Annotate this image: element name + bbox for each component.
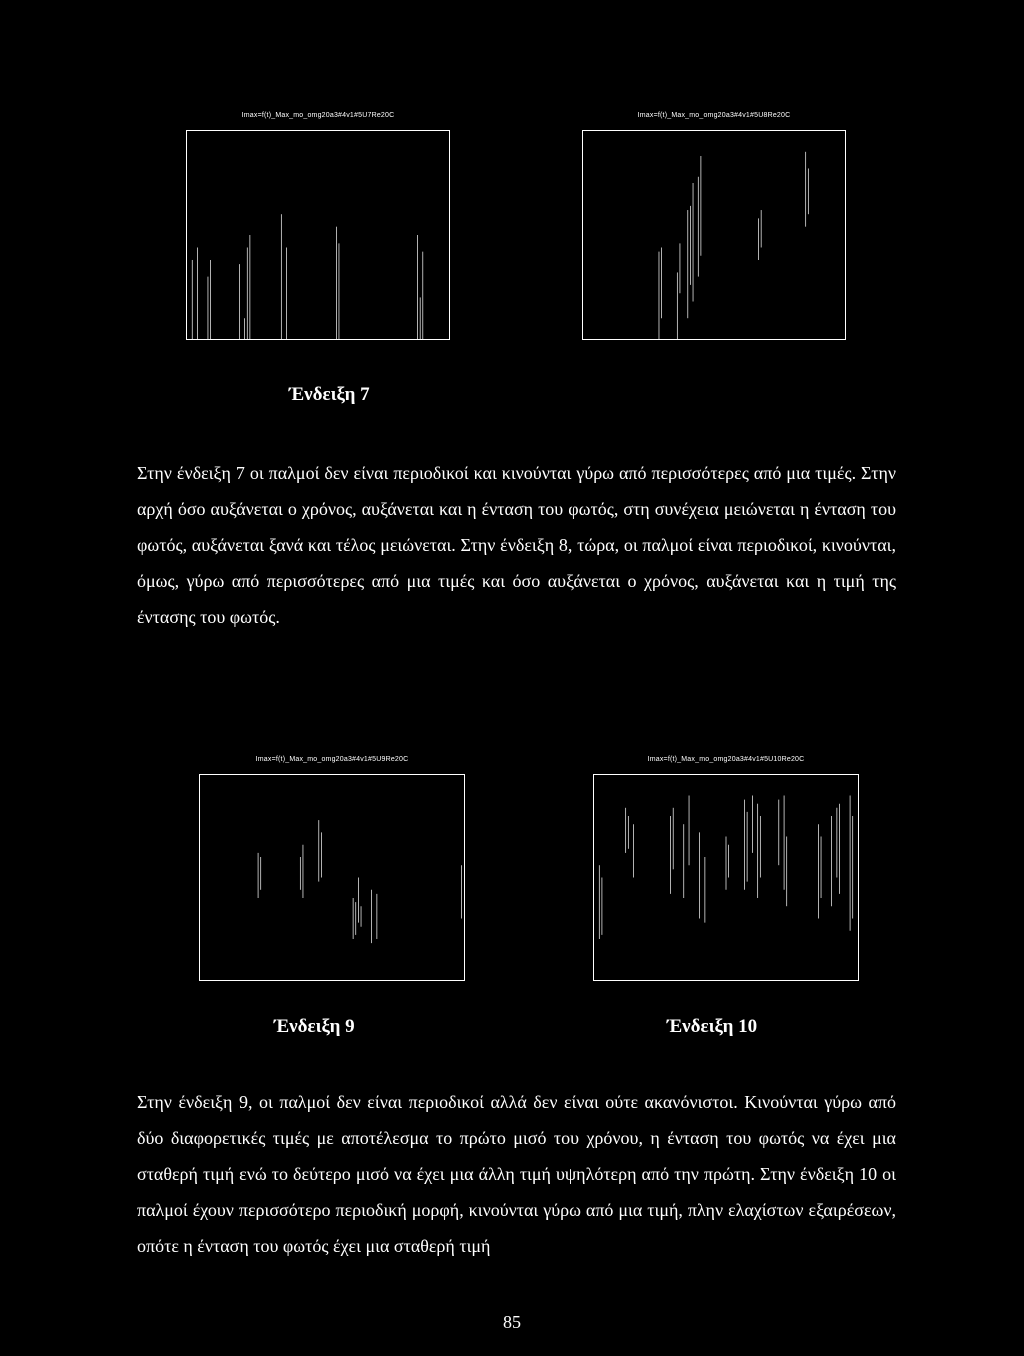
figure-u9-title: Imax=f(t)_Max_mo_omg20a3#4v1#5U9Re20C	[255, 756, 409, 763]
caption-figure-9: Ένδειξη 9	[274, 1016, 355, 1037]
figure-u10-title: Imax=f(t)_Max_mo_omg20a3#4v1#5U10Re20C	[647, 756, 805, 763]
figure-u8-chart	[583, 131, 845, 339]
figure-u8-title: Imax=f(t)_Max_mo_omg20a3#4v1#5U8Re20C	[637, 112, 791, 119]
figure-u10-plot	[593, 774, 859, 981]
figure-u8-plot	[582, 130, 846, 340]
figure-u10-chart	[594, 775, 858, 980]
figure-u9-plot	[199, 774, 465, 981]
figure-u7	[186, 112, 450, 340]
caption-figure-7: Ένδειξη 7	[289, 384, 370, 405]
figure-u9	[199, 756, 465, 981]
page-number: 85	[503, 1312, 521, 1332]
figure-u7-plot	[186, 130, 450, 340]
figure-u9-chart	[200, 775, 464, 980]
figure-u10	[593, 756, 859, 981]
paragraph-1: Στην ένδειξη 7 οι παλμοί δεν είναι περιοδικοί και κινούνται γύρω από περισσότερες από μια τιμές. Στην αρχή όσο αυξάνεται ο χρόνος, αυξάνεται και η ένταση του φωτός, στη συνέχεια μειώνεται η ένταση του φωτός, αυξάνεται ξανά και τέλος μειώνεται. Στην ένδειξη 8, τώρα, οι παλμοί είναι περιοδικοί, κινούνται, όμως, γύρω από περισσότερες από μια τιμές και όσο αυξάνεται ο χρόνος, αυξάνεται και η τιμή της έντασης του φωτός.	[137, 463, 896, 627]
caption-figure-10: Ένδειξη 10	[667, 1016, 758, 1037]
figure-u8	[582, 112, 846, 340]
figure-u7-chart	[187, 131, 449, 339]
paragraph-2: Στην ένδειξη 9, οι παλμοί δεν είναι περιοδικοί αλλά δεν είναι ούτε ακανόνιστοι. Κινούνται γύρω από δύο διαφορετικές τιμές με αποτέλεσμα το πρώτο μισό του χρόνου, η ένταση του φωτός να έχει μια σταθερή τιμή ενώ το δεύτερο μισό να έχει μια άλλη τιμή υψηλότερη από την πρώτη. Στην ένδειξη 10 οι παλμοί έχουν περισσότερο περιοδική μορφή, κινούνται γύρω από μια τιμή, πλην ελαχίστων εξαιρέσεων, οπότε η ένταση του φωτός έχει μια σταθερή τιμή	[137, 1092, 896, 1256]
figure-u7-title: Imax=f(t)_Max_mo_omg20a3#4v1#5U7Re20C	[241, 112, 395, 119]
